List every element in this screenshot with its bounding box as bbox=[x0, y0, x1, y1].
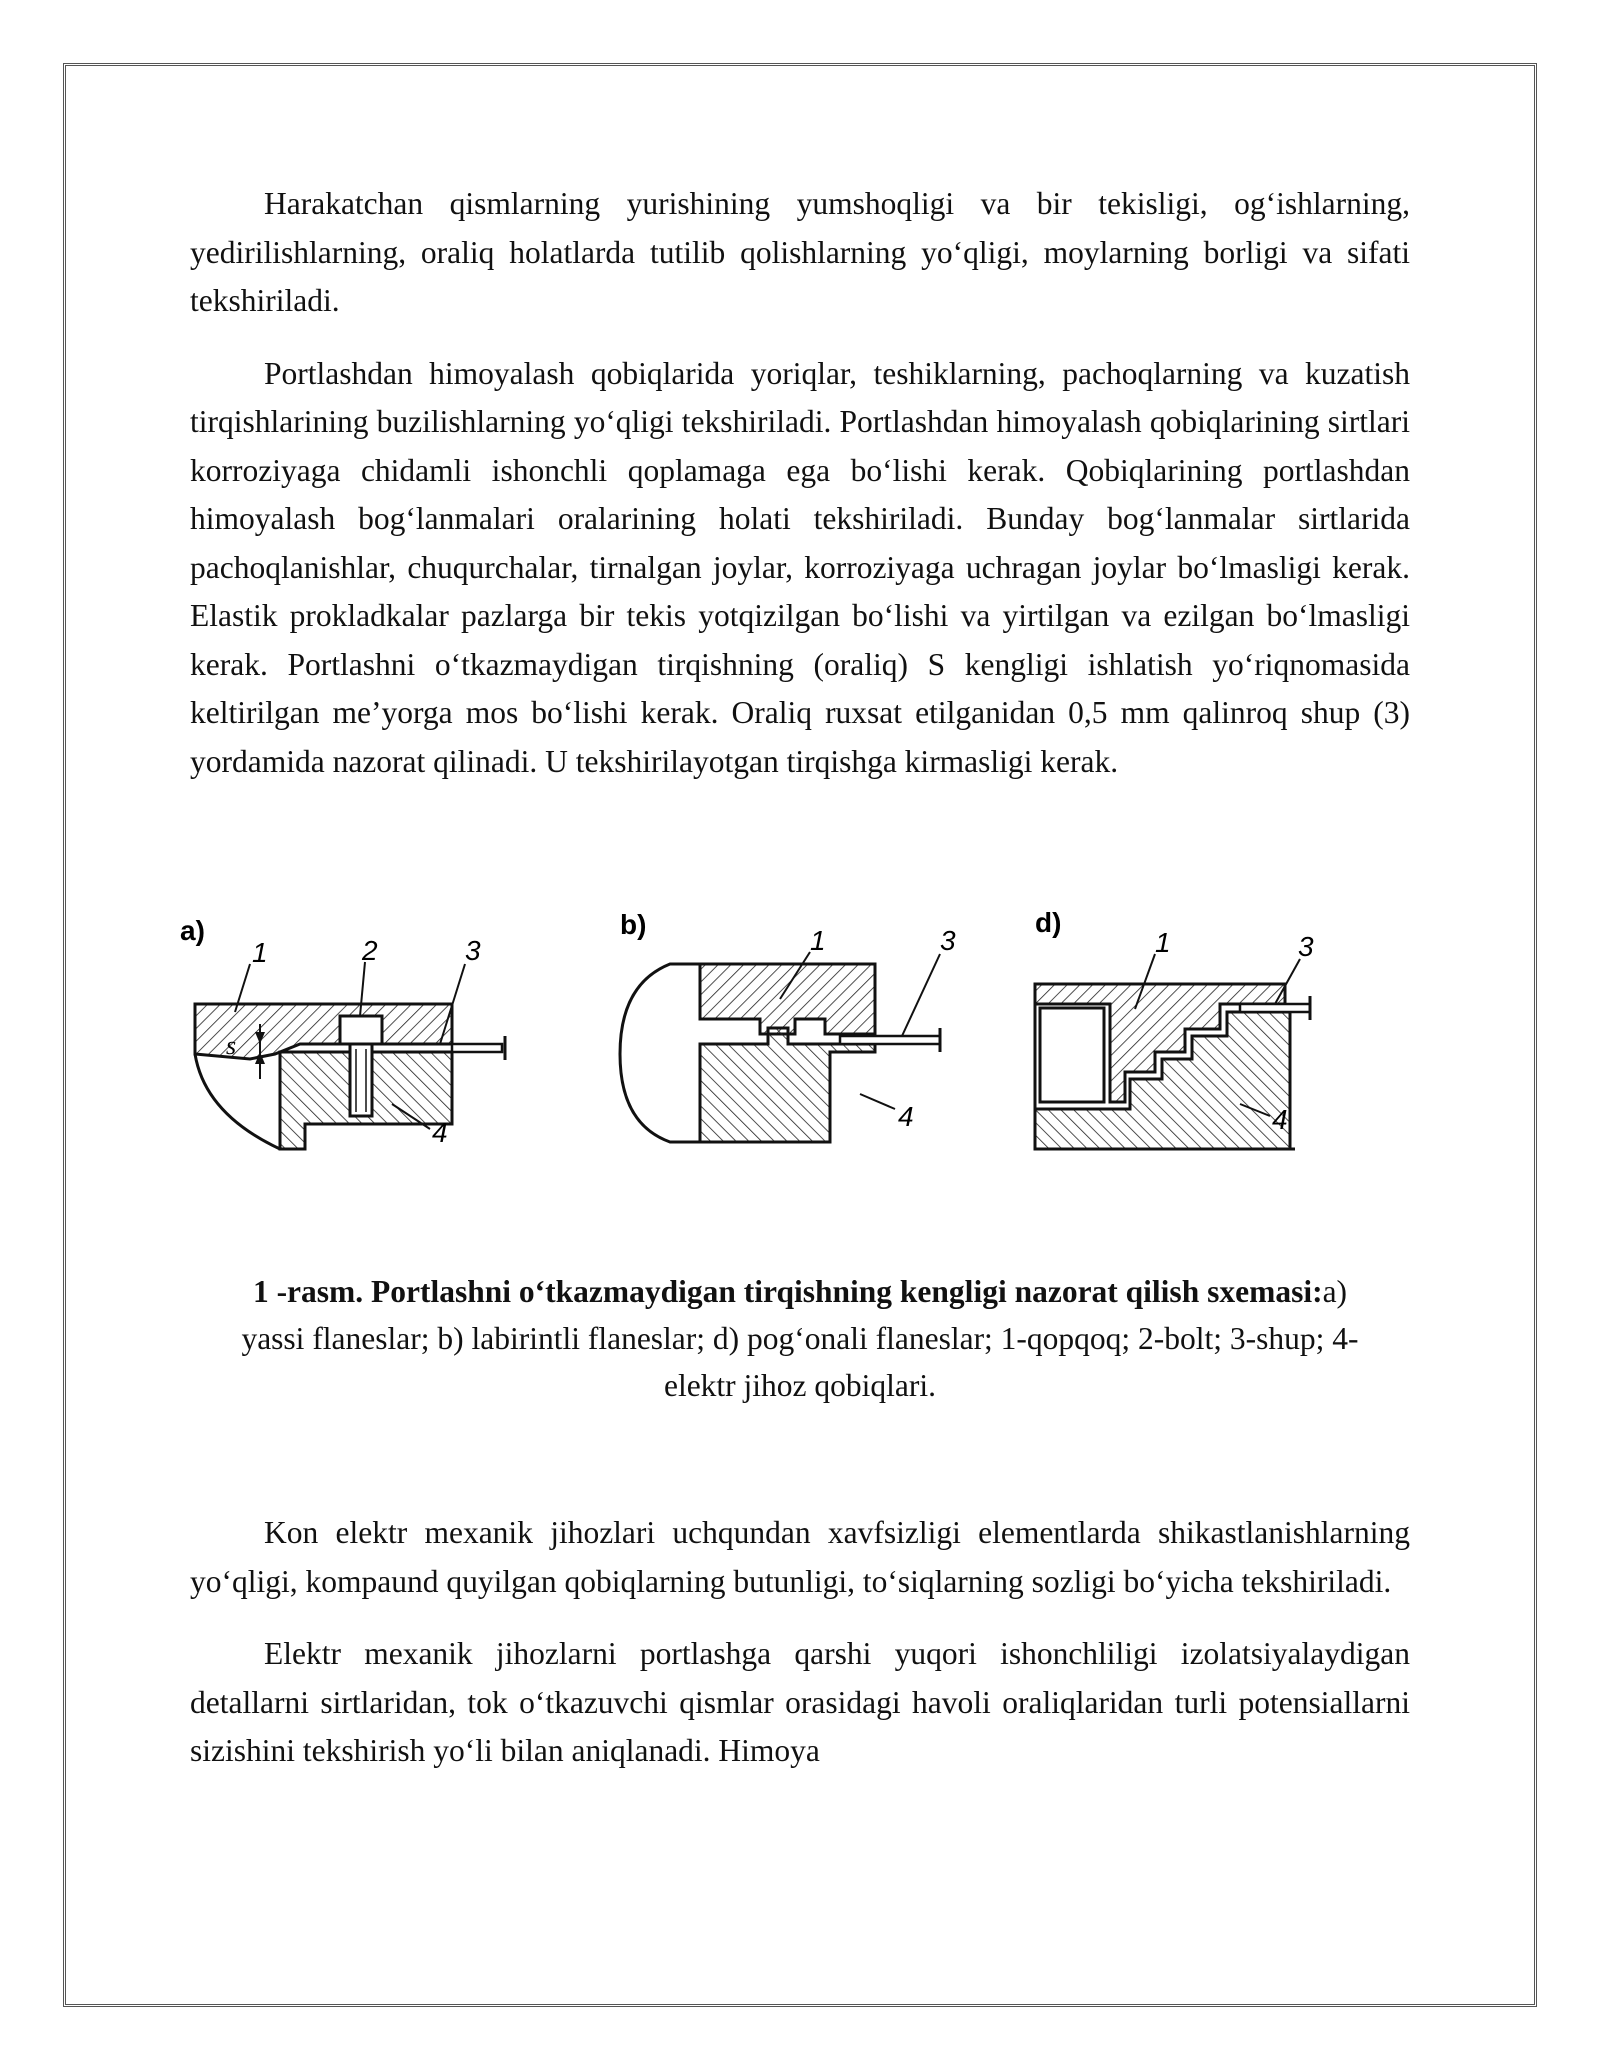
bottom-section bbox=[190, 1509, 1410, 1776]
feeler-gauge bbox=[1240, 1004, 1310, 1012]
cover-part bbox=[700, 964, 875, 1034]
body-outline bbox=[620, 964, 705, 1142]
panel-a-label: a) bbox=[180, 915, 205, 946]
paragraph-2: Portlashdan himoyalash qobiqlarida yoriqlar, teshiklarning, pachoqlarning va kuzatish tirqishlarining buzilishlarning yo‘qligi tekshiriladi. Portlashdan himoyalash qobiqlarining sirtlari korroziyaga chidamli ishonchli qoplamaga ega bo‘lishi kerak. Qobiqlarining portlashdan himoyalash bog‘lanmalari oralarining holati tekshiriladi. Bunday bog‘lanmalar sirtlarida pachoqlanishlar, chuqurchalar, tirnalgan joylar, korroziyaga uchragan joylar bo‘lmasligi kerak. Elastik prokladkalar pazlarga bir tekis yotqizilgan bo‘lishi va yirtilgan va ezilgan bo‘lmasligi kerak. Portlashni o‘tkazmaydigan tirqishning (oraliq) S kengligi ishlatish yo‘riqnomasida keltirilgan me’yorga mos bo‘lishi kerak. Oraliq ruxsat etilganidan 0,5 mm qalinroq shup (3) yordamida nazorat qilinadi. U tekshirilayotgan tirqishga kirmasligi kerak. bbox=[190, 355, 1410, 779]
panel-d-label: d) bbox=[1035, 907, 1062, 938]
figure-flange-schemes bbox=[180, 904, 1410, 1224]
label-2: 2 bbox=[362, 935, 378, 966]
bolt-head bbox=[340, 1016, 382, 1044]
feeler-gauge bbox=[840, 1036, 940, 1044]
gap-label-s: s bbox=[226, 1031, 237, 1060]
paragraph-1: Harakatchan qismlarning yurishining yumshoqligi va bir tekisligi, og‘ishlarning, yedirilishlarning, oraliq holatlarda tutilib qolishlarning yo‘qligi, moylarning borligi va sifati tekshiriladi. bbox=[190, 186, 1410, 318]
label-3: 3 bbox=[465, 935, 481, 966]
feeler-gauge bbox=[452, 1044, 502, 1052]
flange-diagram bbox=[180, 904, 1420, 1224]
label-3: 3 bbox=[940, 925, 956, 956]
paragraph-4: Elektr mexanik jihozlarni portlashga qarshi yuqori ishonchliligi izolatsiyalaydigan detallarni sirtlaridan, tok o‘tkazuvchi qismlar orasidagi havoli oraliqlaridan turli potensiallarni sizishini tekshirish yo‘li bilan aniqlanadi. Himoya bbox=[190, 1636, 1410, 1768]
bolt-shank bbox=[350, 1044, 372, 1116]
panel-d-stepped-flange bbox=[1035, 907, 1314, 1149]
caption-legend: a) yassi flaneslar; b) labirintli flaneslar; d) pog‘onali flaneslar; 1-qopqoq; 2-bolt; 3-shup; 4-elektr jihoz qobiqlari. bbox=[241, 1274, 1359, 1403]
label-1: 1 bbox=[252, 937, 268, 968]
caption-title: 1 -rasm. Portlashni o‘tkazmaydigan tirqishning kengligi nazorat qilish sxemasi: bbox=[252, 1274, 1323, 1309]
body-outline bbox=[195, 1054, 280, 1149]
label-1: 1 bbox=[1155, 927, 1171, 958]
figure-caption bbox=[230, 1268, 1370, 1409]
label-1: 1 bbox=[810, 925, 826, 956]
panel-b-label: b) bbox=[620, 909, 647, 940]
leader-3 bbox=[902, 954, 940, 1036]
leader-4 bbox=[860, 1094, 895, 1109]
panel-a-flat-flange bbox=[180, 915, 505, 1149]
leader-3 bbox=[1275, 959, 1300, 1004]
label-3: 3 bbox=[1298, 931, 1314, 962]
document-body bbox=[180, 180, 1410, 1800]
inner-cavity bbox=[1040, 1008, 1104, 1102]
label-4: 4 bbox=[432, 1117, 448, 1148]
panel-b-labyrinth-flange bbox=[620, 909, 956, 1142]
paragraph-3: Kon elektr mexanik jihozlari uchqundan xavfsizligi elementlarda shikastlanishlarning yo‘qligi, kompaund quyilgan qobiqlarning butunligi, to‘siqlarning sozligi bo‘yicha tekshiriladi. bbox=[190, 1515, 1410, 1599]
label-4: 4 bbox=[1272, 1104, 1288, 1135]
label-4: 4 bbox=[898, 1101, 914, 1132]
